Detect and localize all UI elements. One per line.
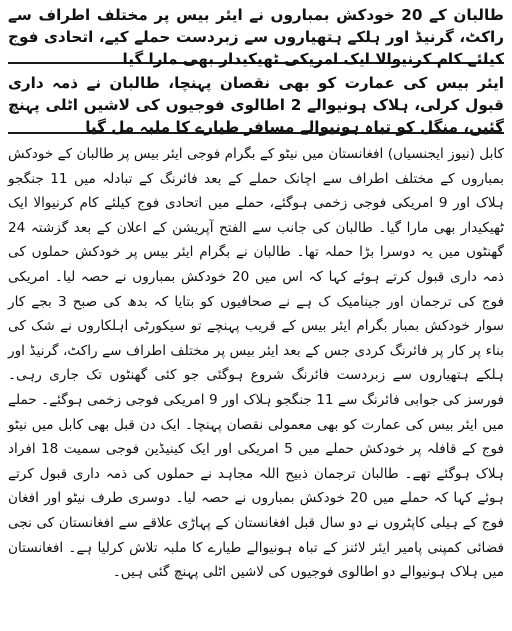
article-subheadline: ایئر بیس کی عمارت کو بھی نقصان پہنچا، طالبان نے ذمہ داری قبول کرلی، ہلاک ہونیوالے 2 اطالوی فوجیوں کی لاشیں اٹلی پہنچ گئیں، منگل کو تباہ ہونیوالے مسافر طیارے کا ملبہ مل گیا — [8, 74, 504, 136]
article-body: کابل (نیوز ایجنسیاں) افغانستان میں نیٹو کے بگرام فوجی ایئر بیس پر طالبان کے خودکش بمباروں کے مختلف اطراف سے اچانک حملے کے بعد فائرنگ کے تبادلہ میں 11 جنگجو ہلاک اور 9 امریکی فوجی زخمی ہوگئے، حملے میں اتحادی فوج کیلئے کام کرنیوالا ایک ٹھیکیدار بھی مارا گیا۔ طالبان کی جانب سے الفتح آپریشن کے اعلان کے بعد گزشتہ 24 گھنٹوں میں یہ دوسرا بڑا حملہ تھا۔ طالبان نے بگرام ایئر بیس پر خودکش حملوں کی ذمہ داری قبول کرتے ہوئے کہا کہ اس میں 20 خودکش بمباروں نے حصہ لیا۔ امریکی فوج کی ترجمان اور جینامیک ک ہے نے صحافیوں کو بتایا کہ بدھ کی صبح 3 بجے کار سوار خودکش بمبار بگرام ایئر بیس کے قریب پہنچے تو سیکورٹی اہلکاروں نے شک کی بناء پر کار پر فائرنگ کردی جس کے بعد ایئر بیس پر مختلف اطراف سے راکٹ، گرنیڈ اور ہلکے ہتھیاروں سے زبردست فائرنگ شروع ہوگئی جو کئی گھنٹوں تک جاری رہی۔ فورسز کی جوابی فائرنگ سے 11 جنگجو ہلاک اور 9 امریکی فوجی زخمی ہوگئے۔ حملے میں ایئر بیس کی عمارت کو بھی معمولی نقصان پہنچا۔ ایک دن قبل بھی کابل میں نیٹو فوج کے قافلہ پر خودکش حملے میں 5 امریکی اور ایک کینیڈین فوجی سمیت 18 افراد ہلاک ہوگئے تھے۔ طالبان ترجمان ذبیح اللہ مجاہد نے حملوں کی ذمہ داری قبول کرتے ہوئے کہا کہ حملے میں 20 خودکش بمباروں نے حصہ لیا۔ دوسری طرف نیٹو اور افغان فوج کے ہیلی کاپٹروں نے دو سال قبل افغانستان کے پہاڑی علاقے سے افغانستان کی نجی فضائی کمپنی پامیر ایئر لائنز کے تباہ ہونیوالے طیارے کا ملبہ تلاش کرلیا ہے۔ افغانستان میں ہلاک ہونیوالے دو اطالوی فوجیوں کی لاشیں اٹلی پہنچ گئی ہیں۔ — [8, 146, 505, 581]
article-headline: طالبان کے 20 خودکش بمباروں نے ایئر بیس پر مختلف اطراف سے راکٹ، گرنیڈ اور ہلکے ہتھیاروں سے زبردست حملے کیے، اتحادی فوج کیلئے کام کرنیوالا ایک امریکی ٹھیکیدار بھی مارا گیا — [8, 6, 504, 68]
